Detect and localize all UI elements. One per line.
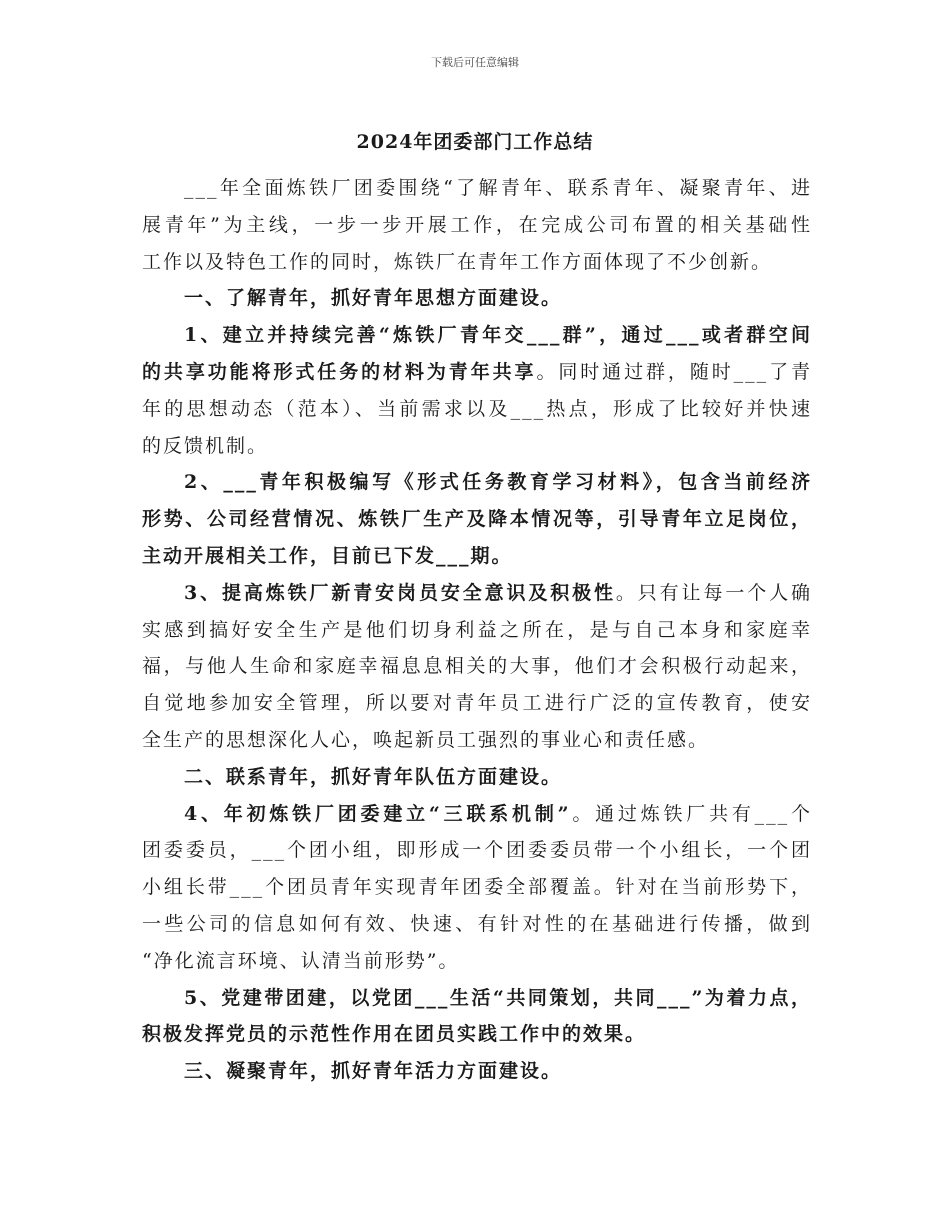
- text-run: 一些公司的信息如何有效、快速、有针对性的在基础进行传播，做到: [142, 912, 812, 935]
- header-note: 下载后可任意编辑: [431, 56, 519, 69]
- bold-text-run: 1、建立并持续完善“炼铁厂青年交___群”，通过___或者群空间: [184, 324, 812, 347]
- text-line: [142, 869, 812, 906]
- text-run: 年的思想动态（范本）、当前需求以及___热点，形成了比较好并快速: [142, 397, 812, 420]
- bold-text-run: 3、提高炼铁厂新青安岗员安全意识及积极性: [184, 581, 616, 604]
- text-line: [142, 317, 812, 354]
- text-line: [142, 538, 812, 575]
- text-line: [142, 207, 812, 244]
- text-run: 工作以及特色工作的同时，炼铁厂在青年工作方面体现了不少创新。: [142, 250, 773, 273]
- bold-text-run: 二、联系青年，抓好青年队伍方面建设。: [184, 765, 563, 788]
- text-line: [142, 244, 812, 281]
- text-line: [142, 464, 812, 501]
- text-line: [142, 832, 812, 869]
- text-line: [142, 501, 812, 538]
- bold-text-run: 2、___青年积极编写《形式任务教育学习材料》，包含当前经济: [184, 471, 812, 494]
- text-run: 。只有让每一个人确: [615, 581, 812, 604]
- text-line: [142, 280, 812, 317]
- text-line: [142, 575, 812, 612]
- text-run: 小组长带___个团员青年实现青年团委全部覆盖。针对在当前形势下，: [142, 876, 812, 899]
- bold-text-run: 一、了解青年，抓好青年思想方面建设。: [184, 287, 563, 310]
- document-title: 2024年团委部门工作总结: [356, 131, 594, 153]
- text-line: [142, 648, 812, 685]
- bold-text-run: 4、年初炼铁厂团委建立“三联系机制”: [184, 802, 571, 825]
- text-line: [142, 354, 812, 391]
- text-line: [142, 943, 812, 980]
- text-line: [142, 759, 812, 796]
- text-run: ___年全面炼铁厂团委围绕“了解青年、联系青年、凝聚青年、进: [184, 177, 812, 199]
- bold-text-run: 三、凝聚青年，抓好青年活力方面建设。: [184, 1060, 563, 1083]
- text-line: [142, 1053, 812, 1090]
- text-run: 自觉地参加安全管理，所以要对青年员工进行广泛的宣传教育，使安: [142, 692, 812, 715]
- text-run: 实感到搞好安全生产是他们切身利益之所在，是与自己本身和家庭幸: [142, 618, 812, 641]
- text-run: 团委委员，___个团小组，即形成一个团委委员带一个小组长，一个团: [142, 839, 812, 862]
- text-line: [142, 428, 812, 465]
- text-line: [142, 722, 812, 759]
- bold-text-run: 形势、公司经营情况、炼铁厂生产及降本情况等，引导青年立足岗位，: [142, 508, 812, 531]
- bold-text-run: 积极发挥党员的示范性作用在团员实践工作中的效果。: [142, 1023, 647, 1046]
- text-run: 。通过炼铁厂共有___个: [570, 802, 812, 825]
- text-run: “净化流言环境、认清当前形势”。: [142, 949, 460, 972]
- text-run: 。同时通过群，随时___了青: [536, 360, 812, 383]
- text-run: 的反馈机制。: [142, 434, 269, 457]
- text-run: 全生产的思想深化人心，唤起新员工强烈的事业心和责任感。: [142, 728, 710, 751]
- document-body: [142, 170, 812, 1090]
- text-line: [142, 612, 812, 649]
- text-run: 展青年”为主线，一步一步开展工作，在完成公司布置的相关基础性: [142, 213, 812, 236]
- text-line: [142, 1016, 812, 1053]
- text-line: [142, 906, 812, 943]
- bold-text-run: 的共享功能将形式任务的材料为青年共享: [142, 360, 537, 383]
- bold-text-run: 主动开展相关工作，目前已下发___期。: [142, 544, 513, 567]
- text-line: [142, 391, 812, 428]
- text-run: 福，与他人生命和家庭幸福息息相关的大事，他们才会积极行动起来，: [142, 655, 812, 678]
- text-line: [142, 980, 812, 1017]
- bold-text-run: 5、党建带团建，以党团___生活“共同策划，共同___”为着力点，: [184, 986, 812, 1009]
- text-line: [142, 796, 812, 833]
- text-line: [142, 685, 812, 722]
- text-line: [142, 170, 812, 207]
